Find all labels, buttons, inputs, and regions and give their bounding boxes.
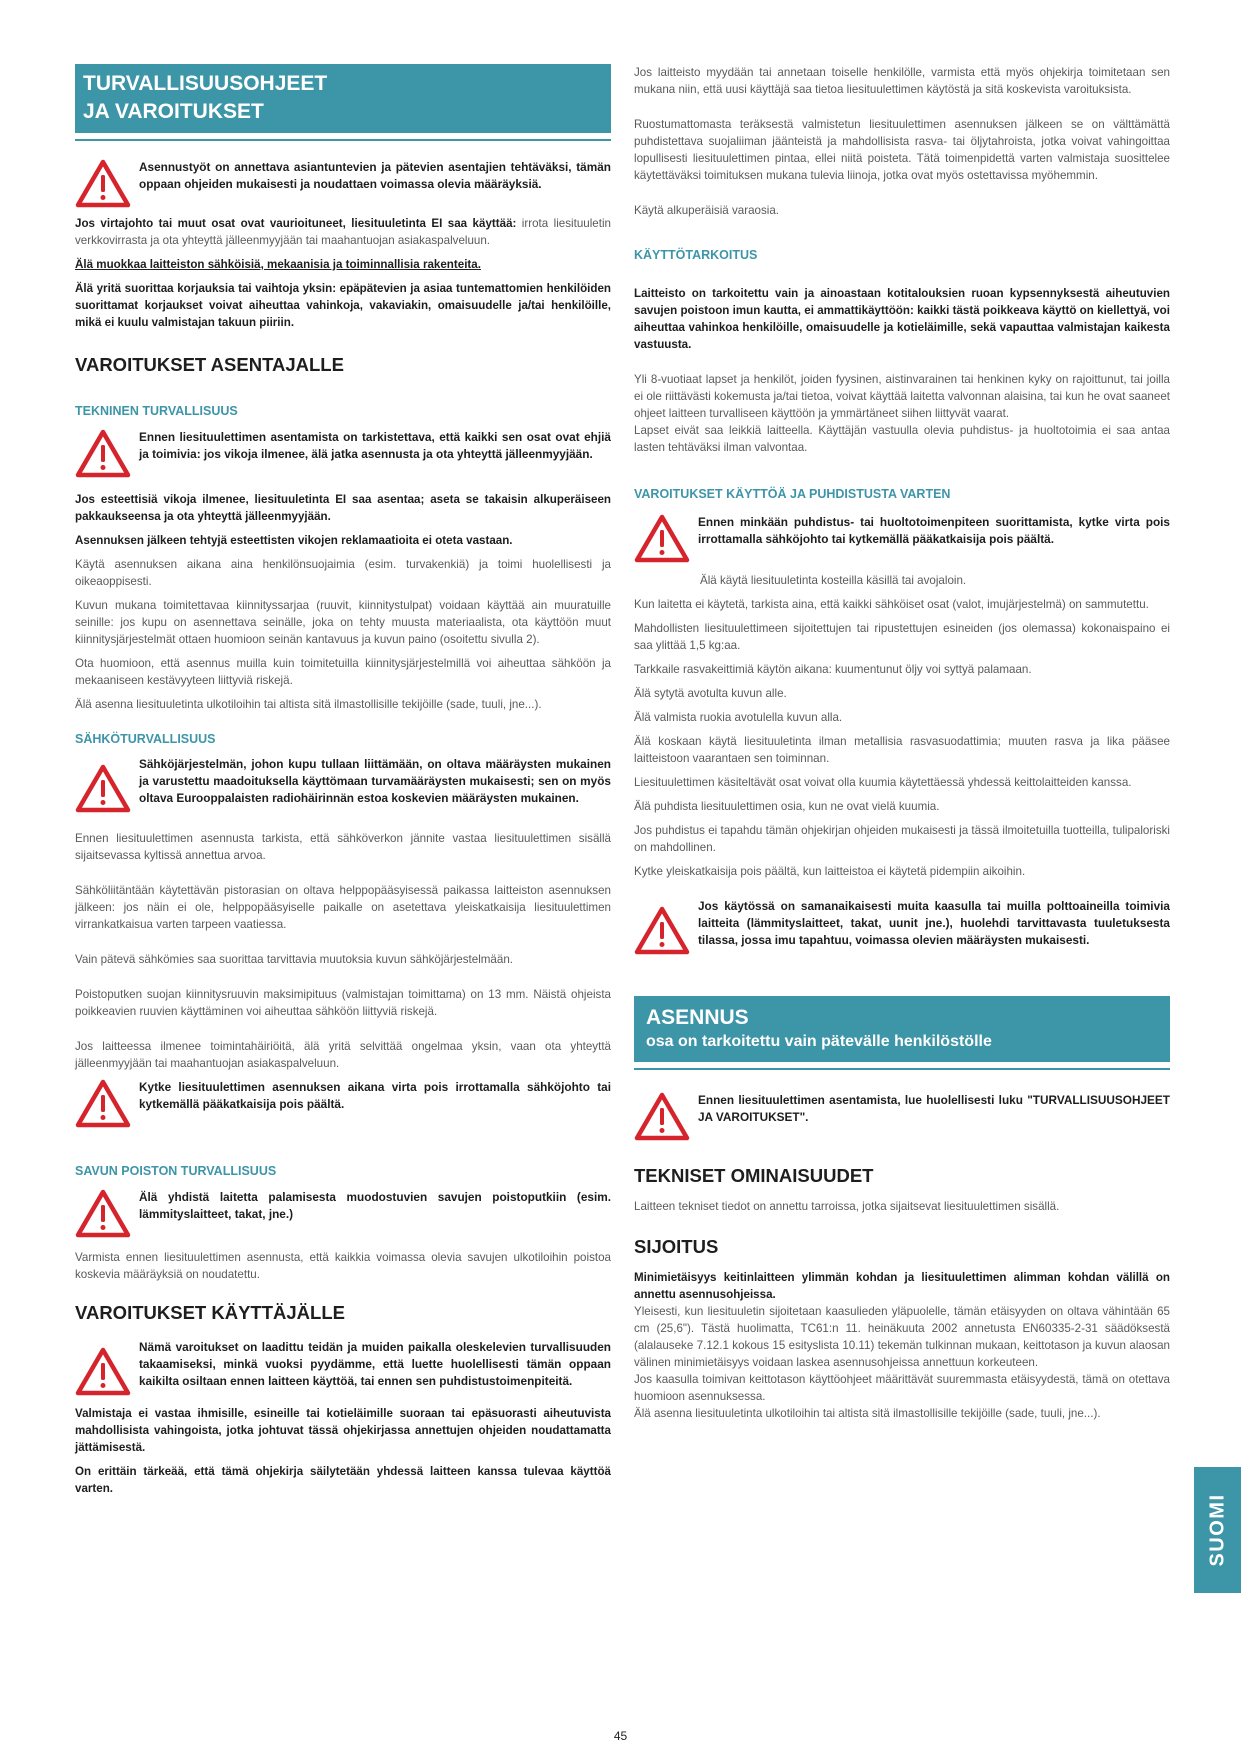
warning-triangle-icon (75, 1347, 131, 1397)
paragraph: Älä koskaan käytä liesituuletinta ilman metallisia rasvasuodattimia; muuten rasva ja lika pääsee laitteistoon vaarantaen sen toiminnan. (634, 735, 1170, 765)
warning-text: Sähköjärjestelmän, johon kupu tullaan liittämään, on oltava määräysten mukainen ja varustettu maadoituksella käyttömaan turvamääräysten mukaisesti; sen on myös oltava Eurooppalaisten radiohäirinnän estoa koskevien määräysten mukainen. (139, 757, 611, 805)
warning-triangle-icon (75, 1189, 131, 1239)
paragraph: On erittäin tärkeää, että tämä ohjekirja säilytetään yhdessä laitteen kanssa tulevaa käyttöä varten. (75, 1465, 611, 1495)
paragraph: Liesituulettimen käsiteltävät osat voivat olla kuumia käytettäessä yhdessä keittolaitteiden kanssa. (634, 776, 1132, 789)
paragraph: Älä asenna liesituuletinta ulkotiloihin tai altista sitä ilmastollisille tekijöille (sade, tuuli, jne...). (75, 698, 542, 711)
paragraph (75, 215, 611, 249)
paragraph: Kuvun mukana toimitettavaa kiinnityssarjaa (ruuvit, kiinnitystulpat) voidaan käyttää ain muuratuille seinille: jos kupu on asennettava seinälle, joka on tehty muusta materiaalista, ota käyttöön muut kiinnitysjärjestelmät ottaen huomioon seinän kantavuus ja kuvun paino (osoitettu sivulla 2). (75, 599, 611, 646)
warning-text: Ennen liesituulettimen asentamista on tarkistettava, että kaikki sen osat ovat ehjiä ja toimivia: jos vikoja ilmenee, älä jatka asennusta ja ota yhteyttä jälleenmyyjään. (139, 430, 611, 461)
subheading-technical-safety: TEKNINEN TURVALLISUUS (75, 404, 238, 418)
warning-block (634, 514, 1170, 564)
warning-text: Ennen minkään puhdistus- tai huoltotoimenpiteen suorittamista, kytke virta pois irrottamalla sähköjohto tai kytkemällä pääkatkaisija pois päältä. (698, 515, 1170, 546)
paragraph: Lapset eivät saa leikkiä laitteella. Käyttäjän vastuulla olevia puhdistus- ja huoltotoimia ei saa antaa lasten tehtäväksi ilman valvontaa. (634, 424, 1170, 454)
warning-block (75, 756, 611, 814)
paragraph: Jos laitteisto myydään tai annetaan toiselle henkilölle, varmista että myös ohjekirja toimitetaan sen mukana niin, että uusi käyttäjä saa tietoa liesituulettimen käytöstä ja sitä koskevista varoituksista. (634, 66, 1170, 96)
paragraph: Vain pätevä sähkömies saa suorittaa tarvittavia muutoksia kuvun sähköjärjestelmään. (75, 953, 513, 966)
warning-triangle-icon (634, 514, 690, 564)
paragraph: Kytke yleiskatkaisija pois päältä, kun laitteistoa ei käytetä pidempiin aikoihin. (634, 865, 1026, 878)
paragraph: Jos puhdistus ei tapahdu tämän ohjekirjan ohjeiden mukaisesti ja tässä ilmoitetuilla tuotteilla, tulipaloriski on mahdollinen. (634, 824, 1170, 854)
warning-block (75, 1189, 611, 1239)
paragraph: Älä valmista ruokia avotulella kuvun alla. (634, 711, 843, 724)
paragraph: Jos kaasulla toimivan keittotason käyttöohjeet määrittävät suuremmasta etäisyydestä, tämä on otettava huomioon asennuksessa. (634, 1373, 1170, 1403)
paragraph: Varmista ennen liesituulettimen asennusta, että kaikkia voimassa olevia savujen ulkotiloihin poistoa koskevia määräyksiä on noudatettu. (75, 1251, 611, 1281)
warning-text: Asennustyöt on annettava asiantuntevien ja pätevien asentajien tehtäväksi, tämän oppaan ohjeiden mukaisesti ja noudattaen voimassa olevia määräyksiä. (139, 160, 611, 191)
subheading-smoke-safety: SAVUN POISTON TURVALLISUUS (75, 1164, 277, 1178)
paragraph: Yli 8-vuotiaat lapset ja henkilöt, joiden fyysinen, aistinvarainen tai henkinen kyky on rajoittunut, tai joilla ei ole riittävästi kokemusta ja/tai tietoa, voivat käyttää laitetta valvonnan alaisina, tai kun he ovat saaneet ohjeet laitteen turvalliseen käyttöön ja ymmärtäneet siihen liittyvät vaarat. (634, 373, 1170, 420)
paragraph: Kun laitetta ei käytetä, tarkista aina, että kaikki sähköiset osat (valot, imujärjestelmä) on sammutettu. (634, 598, 1149, 611)
warning-text: Kytke liesituulettimen asennuksen aikana virta pois irrottamalla sähköjohto tai kytkemällä pääkatkaisija pois päältä. (139, 1080, 611, 1111)
heading-user-warnings: VAROITUKSET KÄYTTÄJÄLLE (75, 1302, 345, 1323)
warning-text: Älä yhdistä laitetta palamisesta muodostuvien savujen poistoputkiin (esim. lämmityslaitteet, takat, jne.) (139, 1190, 611, 1221)
paragraph: Käytä asennuksen aikana aina henkilönsuojaimia (esim. turvakenkiä) ja toimi huolellisesti ja oikeaoppisesti. (75, 558, 611, 588)
heading-technical-features: TEKNISET OMINAISUUDET (634, 1165, 874, 1186)
banner-divider (634, 1068, 1170, 1070)
paragraph: Älä muokkaa laitteiston sähköisiä, mekaanisia ja toiminnallisia rakenteita. (75, 258, 481, 271)
warning-triangle-icon (75, 1079, 131, 1129)
warning-text: Nämä varoitukset on laadittu teidän ja muiden paikalla oleskelevien turvallisuuden takaamiseksi, minkä vuoksi pyydämme, että luette huolellisesti tämän oppaan kaikilta osiltaan ennen laitteen käyttöä, tai ennen sen puhdistustoimenpiteitä. (139, 1340, 611, 1388)
paragraph: Laitteen tekniset tiedot on annettu tarroissa, jotka sijaitsevat liesituulettimen sisällä. (634, 1200, 1060, 1213)
section-banner-installation (634, 996, 1170, 1062)
paragraph: Sähköliitäntään käytettävän pistorasian on oltava helppopääsyisessä paikassa laitteiston asennuksen jälkeen: jos näin ei ole, helppopääsyiselle paikalle on asetettava yleiskatkaisija liesituulettimen virrankatkaisua varten tarpeen vaatiessa. (75, 884, 611, 931)
paragraph-rest: irrota liesituuletin verkkovirrasta ja ota yhteyttä jälleenmyyjään tai maahantuojan asiakaspalveluun. (75, 217, 611, 247)
paragraph: Ennen liesituulettimen asennusta tarkista, että sähköverkon jännite vastaa liesituulettimen sisällä sijaitsevassa kyltissä annettua arvoa. (75, 832, 611, 862)
subheading-intended-use: KÄYTTÖTARKOITUS (634, 248, 758, 262)
right-column (634, 64, 1170, 1429)
paragraph: Mahdollisten liesituulettimeen sijoitettujen tai ripustettujen esineiden (jos olemassa) kokonaispaino ei saa ylittää 1,5 kg:aa. (634, 622, 1170, 652)
paragraph: Älä puhdista liesituulettimen osia, kun ne ovat vielä kuumia. (634, 800, 940, 813)
language-tab-label: SUOMI (1206, 1493, 1228, 1567)
banner-title: ASENNUS (646, 1006, 749, 1029)
subheading-electrical-safety: SÄHKÖTURVALLISUUS (75, 732, 216, 746)
banner-title-line1: TURVALLISUUSOHJEET (83, 72, 328, 95)
language-tab (1194, 1467, 1241, 1593)
warning-text: Ennen liesituulettimen asentamista, lue huolellisesti luku "TURVALLISUUSOHJEET JA VAROITUKSET". (698, 1093, 1170, 1124)
paragraph: Ota huomioon, että asennus muilla kuin toimitetuilla kiinnitysjärjestelmillä voi aiheuttaa sähköön ja mekaaniseen kestävyyteen liittyviä riskejä. (75, 657, 611, 687)
banner-title-line2: JA VAROITUKSET (83, 100, 264, 123)
paragraph: Laitteisto on tarkoitettu vain ja ainoastaan kotitalouksien ruoan kypsennyksestä aiheutuvien savujen poistoon imun kautta, ei ammattikäyttöön: kaikki tästä poikkeava käyttö on kiellettyä, voi aiheuttaa vahinkoa henkilöille, omaisuudelle ja kotieläimille, sekä vapauttaa valmistajan kaikesta vastuusta. (634, 287, 1170, 351)
subheading-use-cleaning: VAROITUKSET KÄYTTÖÄ JA PUHDISTUSTA VARTEN (634, 487, 951, 501)
paragraph: Käytä alkuperäisiä varaosia. (634, 204, 780, 217)
paragraph: Älä käytä liesituuletinta kosteilla käsillä tai avojaloin. (700, 574, 967, 587)
paragraph-bold: Jos virtajohto tai muut osat ovat vaurioituneet, liesituuletinta EI saa käyttää: (75, 217, 517, 230)
heading-placement: SIJOITUS (634, 1236, 719, 1257)
paragraph: Tarkkaile rasvakeittimiä käytön aikana: kuumentunut öljy voi syttyä palamaan. (634, 663, 1032, 676)
banner-subtitle: osa on tarkoitettu vain pätevälle henkilöstölle (646, 1033, 992, 1050)
warning-triangle-icon (634, 1092, 690, 1142)
warning-triangle-icon (75, 764, 131, 814)
page-number: 45 (613, 1729, 628, 1743)
paragraph: Älä yritä suorittaa korjauksia tai vaihtoja yksin: epäpätevien ja asiaa tuntemattomien henkilöiden suorittamat korjaukset voivat aiheuttaa vahinkoja, vakaviakin, omaisuudelle ja/tai henkilöille, mikä ei kuulu valmistajan takuun piiriin. (75, 282, 611, 329)
paragraph: Jos laitteessa ilmenee toimintahäiriöitä, älä yritä selvittää ongelmaa yksin, vaan ota yhteyttä jälleenmyyjään tai maahantuojan asiakaspalveluun. (75, 1040, 611, 1070)
warning-block (75, 1339, 611, 1397)
paragraph: Älä asenna liesituuletinta ulkotiloihin tai altista sitä ilmastollisille tekijöille (sade, tuuli, jne...). (634, 1407, 1101, 1420)
paragraph: Valmistaja ei vastaa ihmisille, esineille tai kotieläimille suoraan tai epäsuorasti aiheutuvista mahdollisista vahingoista, jotka johtuvat tässä ohjekirjassa annettujen ohjeiden noudattamatta jättämisestä. (75, 1407, 611, 1454)
paragraph: Poistoputken suojan kiinnitysruuvin maksimipituus (valmistajan toimittama) on 13 mm. Näistä ohjeista poikkeavien ruuvien käyttäminen voi aiheuttaa sähköön liittyviä riskejä. (75, 988, 611, 1018)
paragraph: Älä sytytä avotulta kuvun alle. (634, 687, 787, 700)
section-banner-safety (75, 64, 611, 133)
left-column (75, 64, 611, 1504)
paragraph: Minimietäisyys keitinlaitteen ylimmän kohdan ja liesituulettimen alimman kohdan välillä on annettu asennusohjeissa. (634, 1271, 1170, 1301)
warning-block (634, 898, 1170, 956)
paragraph: Jos esteettisiä vikoja ilmenee, liesituuletinta EI saa asentaa; aseta se takaisin alkuperäiseen pakkaukseensa ja ota yhteyttä jälleenmyyjään. (75, 493, 611, 523)
paragraph: Asennuksen jälkeen tehtyjä esteettisten vikojen reklamaatioita ei oteta vastaan. (75, 534, 513, 547)
warning-triangle-icon (75, 159, 131, 209)
warning-block (75, 1079, 611, 1129)
paragraph: Yleisesti, kun liesituuletin sijoitetaan kaasulieden yläpuolelle, tämän etäisyyden on oltava vähintään 65 cm (25,6"). Tästä huolimatta, TC61:n 11. heinäkuuta 2002 annetusta EN60335-2-31 säädöksestä (alalauseke 7.12.1 kokous 15 esityslista 10.11) tekemän tulkinnan mukaan, keittotason ja kuvun alaosan välinen minimietäisyys voidaan laskea asennusohjeissa annettuun korkeuteen. (634, 1305, 1170, 1369)
banner-divider (75, 139, 611, 141)
warning-block (75, 429, 611, 479)
warning-block (634, 1092, 1170, 1142)
warning-triangle-icon (75, 429, 131, 479)
warning-block (75, 159, 611, 209)
heading-installer-warnings: VAROITUKSET ASENTAJALLE (75, 354, 344, 375)
warning-triangle-icon (634, 906, 690, 956)
warning-text: Jos käytössä on samanaikaisesti muita kaasulla tai muilla polttoaineilla toimivia laitteita (lämmityslaitteet, takat, uunit jne.), huolehdi tarvittavasta tuuletuksesta tilassa, jossa imu tapahtuu, voimassa olevien määräysten mukaisesti. (698, 899, 1170, 947)
paragraph: Ruostumattomasta teräksestä valmistetun liesituulettimen asennuksen jälkeen se on välttämättä puhdistettava suojaliiman jäänteistä ja mahdollisista rasva- tai öljytahroista, jotka voivat vahingoittaa lopullisesti liesituulettimen pintaa, ellei niitä poisteta. Tätä toimenpidettä varten valmistaja suosittelee käytettäväksi toimituksen mukana tulevia liinoja, jotka ovat myös ostettavissa myöhemmin. (634, 118, 1170, 182)
